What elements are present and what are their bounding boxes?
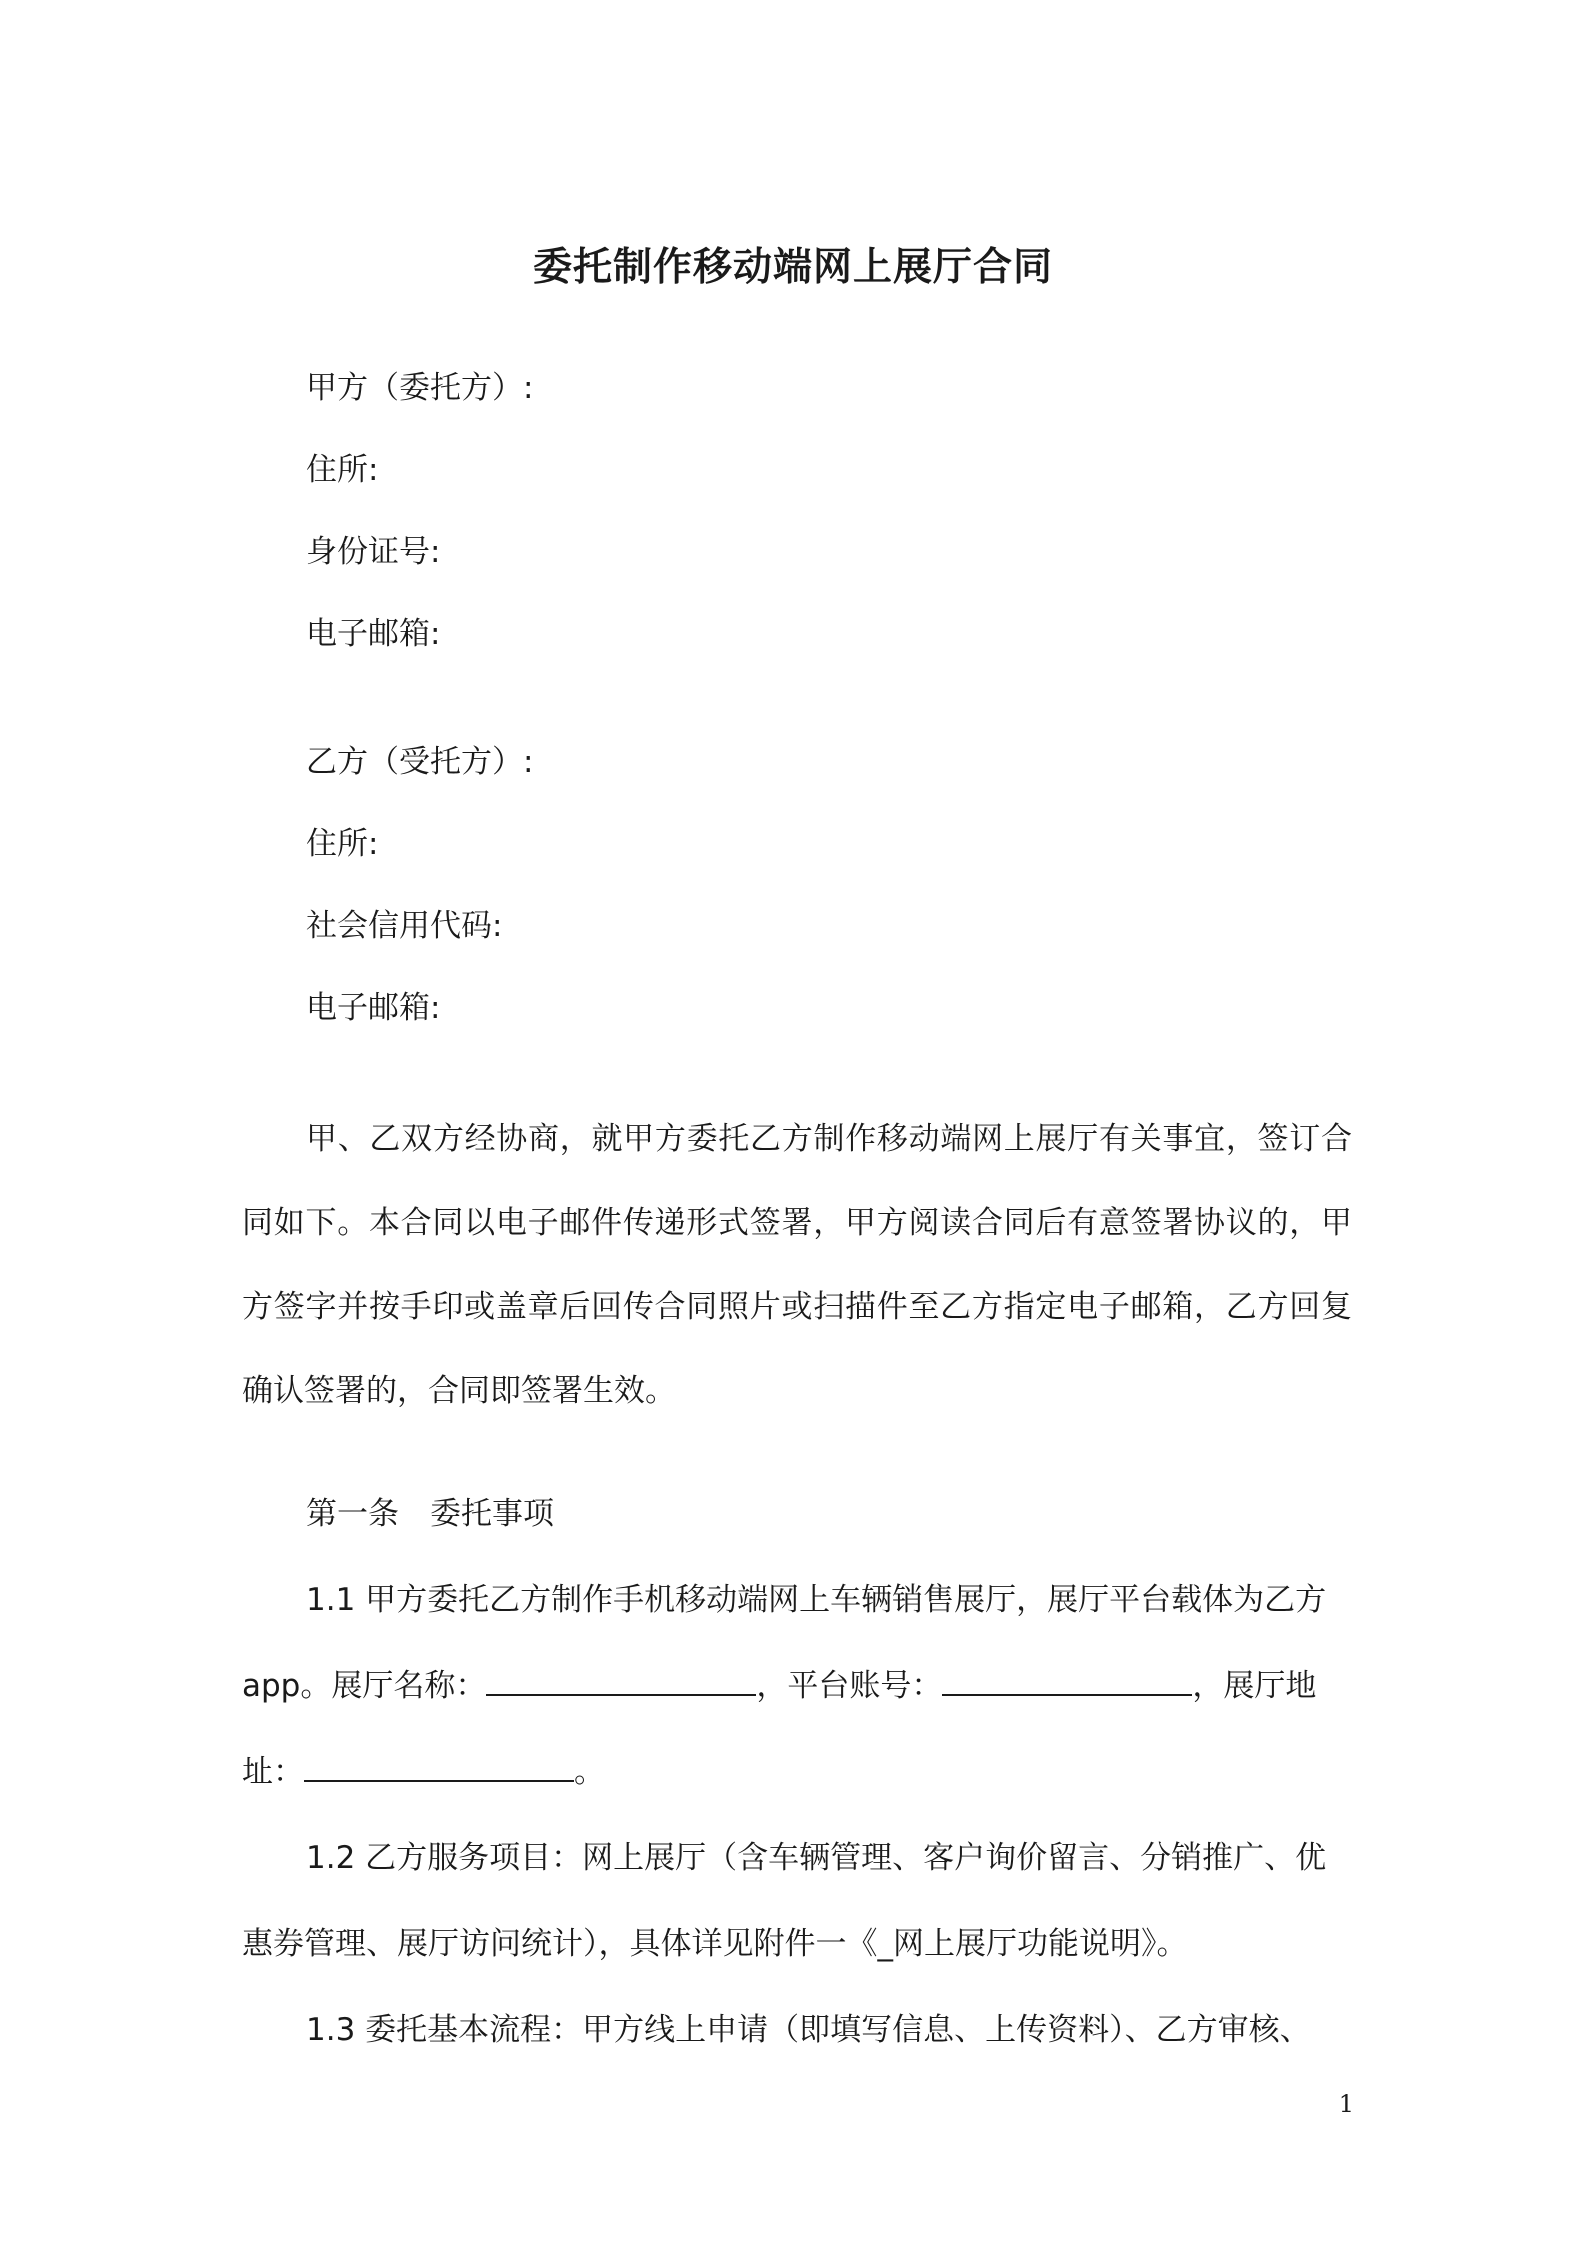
clause-1-1-hall-name-label: app。展厅名称： bbox=[242, 1668, 487, 1704]
party-a-email-label: 电子邮箱: bbox=[306, 616, 441, 652]
page-number: 1 bbox=[1338, 2090, 1354, 2118]
clause-1-1-line-3 bbox=[242, 1752, 605, 1792]
hall-address-blank[interactable] bbox=[304, 1752, 574, 1782]
party-b-credit-code-label: 社会信用代码: bbox=[306, 908, 503, 944]
document-title: 委托制作移动端网上展厅合同 bbox=[532, 245, 1053, 290]
article-1-heading: 第一条 委托事项 bbox=[306, 1496, 554, 1532]
party-a-address-label: 住所: bbox=[306, 452, 379, 488]
clause-1-1-line-1: 1.1 甲方委托乙方制作手机移动端网上车辆销售展厅，展厅平台载体为乙方 bbox=[306, 1582, 1327, 1618]
clause-1-1-address-label-start: ，展厅地 bbox=[1192, 1668, 1317, 1704]
party-b-address-label: 住所: bbox=[306, 826, 379, 862]
clause-1-2-line-2: 惠券管理、展厅访问统计），具体详见附件一《_网上展厅功能说明》。 bbox=[242, 1926, 1188, 1962]
clause-1-1-period: 。 bbox=[574, 1754, 605, 1790]
clause-1-1-line-2 bbox=[242, 1666, 1316, 1706]
party-b-email-label: 电子邮箱: bbox=[306, 990, 441, 1026]
clause-1-3-line-1: 1.3 委托基本流程：甲方线上申请（即填写信息、上传资料）、乙方审核、 bbox=[306, 2012, 1311, 2048]
platform-account-blank[interactable] bbox=[942, 1666, 1192, 1696]
clause-1-1-account-label: ，平台账号： bbox=[756, 1668, 943, 1704]
party-b-label: 乙方（受托方）: bbox=[306, 744, 534, 780]
clause-1-2-line-1: 1.2 乙方服务项目：网上展厅（含车辆管理、客户询价留言、分销推广、优 bbox=[306, 1840, 1327, 1876]
hall-name-blank[interactable] bbox=[486, 1666, 756, 1696]
intro-paragraph: 甲、乙双方经协商，就甲方委托乙方制作移动端网上展厅有关事宜，签订合同如下。本合同以电子邮件传递形式签署，甲方阅读合同后有意签署协议的，甲方签字并按手印或盖章后回传合同照片或扫描件至乙方指定电子邮箱，乙方回复确认签署的，合同即签署生效。 bbox=[242, 1121, 1352, 1409]
party-a-label: 甲方（委托方）: bbox=[306, 370, 534, 406]
clause-1-1-address-label-end: 址： bbox=[242, 1754, 304, 1790]
party-a-id-label: 身份证号: bbox=[306, 534, 441, 570]
